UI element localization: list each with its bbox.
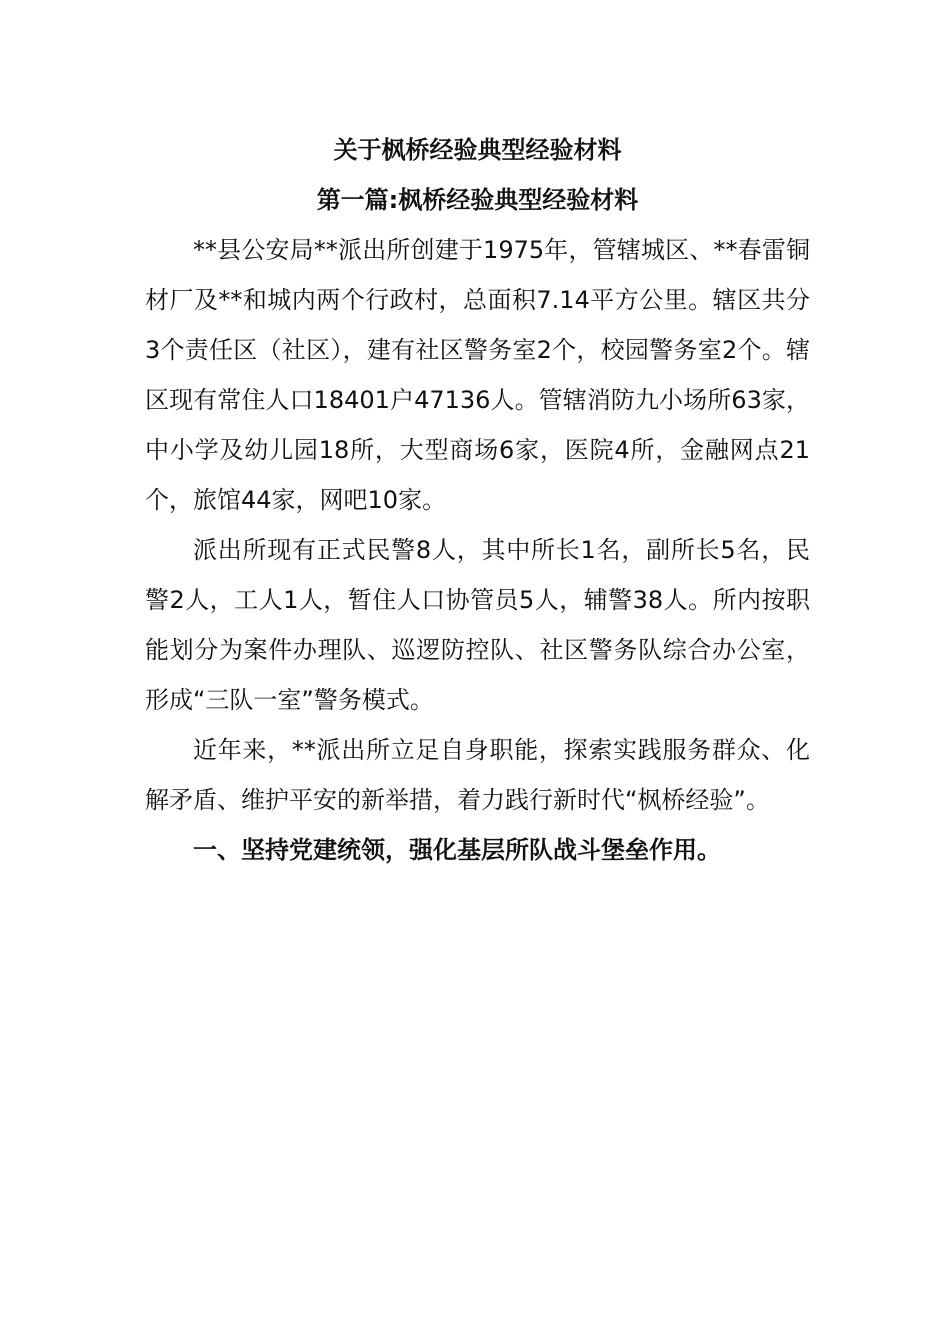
section-heading: 一、坚持党建统领，强化基层所队战斗堡垒作用。 [193, 836, 721, 864]
paragraph-staffing: 派出所现有正式民警8人，其中所长1名，副所长5名，民警2人，工人1人，暂住人口协管员5人，辅警38人。所内按职能划分为案件办理队、巡逻防控队、社区警务队综合办公室，形成“三队一室”警务模式。 [145, 536, 810, 714]
paragraph-overview: **县公安局**派出所创建于1975年，管辖城区、**春雷铜材厂及**和城内两个行政村，总面积7.14平方公里。辖区共分3个责任区（社区），建有社区警务室2个，校园警务室2个。辖区现有常住人口18401户47136人。管辖消防九小场所63家，中小学及幼儿园18所，大型商场6家，医院4所，金融网点21个，旅馆44家，网吧10家。 [145, 236, 810, 514]
document-subtitle: 第一篇:枫桥经验典型经验材料 [316, 186, 639, 214]
document-body [145, 125, 810, 875]
document-title: 关于枫桥经验典型经验材料 [333, 136, 622, 164]
paragraph-recent: 近年来，**派出所立足自身职能，探索实践服务群众、化解矛盾、维护平安的新举措，着力践行新时代“枫桥经验”。 [145, 736, 810, 814]
